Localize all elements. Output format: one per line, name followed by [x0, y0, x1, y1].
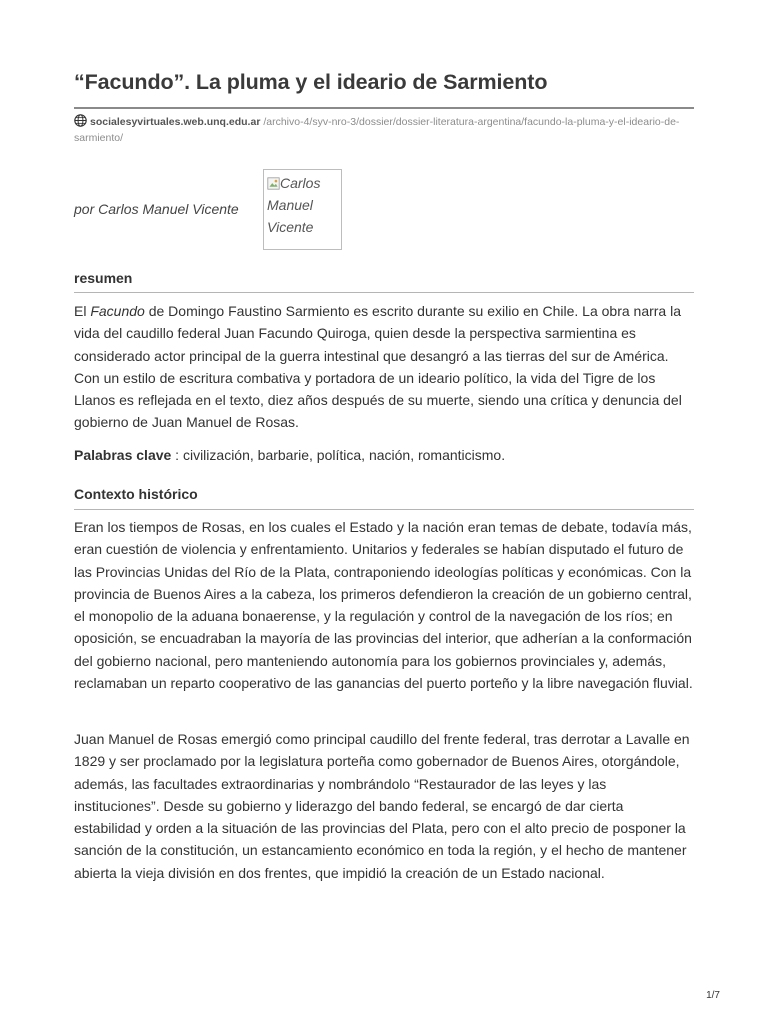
context-paragraph-2: Juan Manuel de Rosas emergió como principal caudillo del frente federal, tras derrotar a Lavalle en 1829 y ser proclamado por la legislatura porteña como gobernador de Buenos Aires, otorgándole, además, las facultades extraordinarias y nombrándolo “Restaurador de las leyes y las instituciones”. Desde su gobierno y liderazgo del bando federal, se encargó de dar cierta estabilidad y orden a la situación de las provincias del Plata, pero con el alto precio de posponer la sanción de la constitución, un estancamiento económico en toda la región, y el hecho de mantener abierta la vieja división en dos frentes, que impidió la creación de un Estado nacional.: [74, 731, 690, 881]
summary-paragraph: El Facundo de Domingo Faustino Sarmiento es escrito durante su exilio en Chile. La obra narra la vida del caudillo federal Juan Facundo Quiroga, quien desde la perspectiva sarmientina es considerado actor principal de la guerra intestinal que desangró a las tierras del sur de América. Con un estilo de escritura combativa y portadora de un ideario político, la vida del Tigre de los Llanos es reflejada en el texto, diez años después de su muerte, siendo una crítica y denuncia del gobierno de Juan Manuel de Rosas.: [74, 303, 682, 431]
source-domain: socialesyvirtuales.web.unq.edu.ar: [90, 116, 261, 128]
keywords: [74, 447, 505, 463]
context-divider: [74, 509, 694, 510]
context-paragraph-1: Eran los tiempos de Rosas, en los cuales el Estado y la nación eran temas de debate, todavía más, eran cuestión de violencia y enfrentamiento. Unitarios y federales se habían disputado el futuro de las Provincias Unidas del Río de la Plata, contraponiendo ideologías políticas y económicas. Con la provincia de Buenos Aires a la cabeza, los primeros defendieron la creación de un gobierno central, el monopolio de la aduana bonaerense, y la regulación y control de la navegación de los ríos; en oposición, se encuadraban la mayoría de las provincias del interior, que adherían a la conformación del gobierno nacional, pero manteniendo autonomía para los gobiernos provinciales y, además, reclamaban un reparto cooperativo de las ganancias del puerto porteño y la libre navegación fluvial.: [74, 519, 693, 692]
source-url[interactable]: [74, 114, 694, 146]
globe-icon: [74, 114, 87, 127]
work-title: Facundo: [90, 303, 145, 319]
keywords-label: Palabras clave: [74, 447, 172, 463]
author-byline: por Carlos Manuel Vicente: [74, 201, 239, 217]
source-path: /archivo-4/syv-nro-3/dossier/dossier-literatura-argentina/facundo-la-pluma-y-el-ideario-de-sarmiento/: [74, 116, 680, 144]
author-photo: [263, 169, 342, 250]
article-title: “Facundo”. La pluma y el ideario de Sarmiento: [74, 70, 548, 94]
broken-image-icon: [267, 177, 280, 190]
summary-heading: resumen: [74, 270, 133, 286]
page-number: 1/7: [706, 990, 720, 1001]
context-heading: Contexto histórico: [74, 486, 198, 502]
author-photo-alt: Carlos Manuel Vicente: [267, 175, 321, 235]
title-divider: [74, 107, 694, 109]
summary-divider: [74, 292, 694, 293]
keywords-value: : civilización, barbarie, política, nación, romanticismo.: [171, 447, 506, 463]
